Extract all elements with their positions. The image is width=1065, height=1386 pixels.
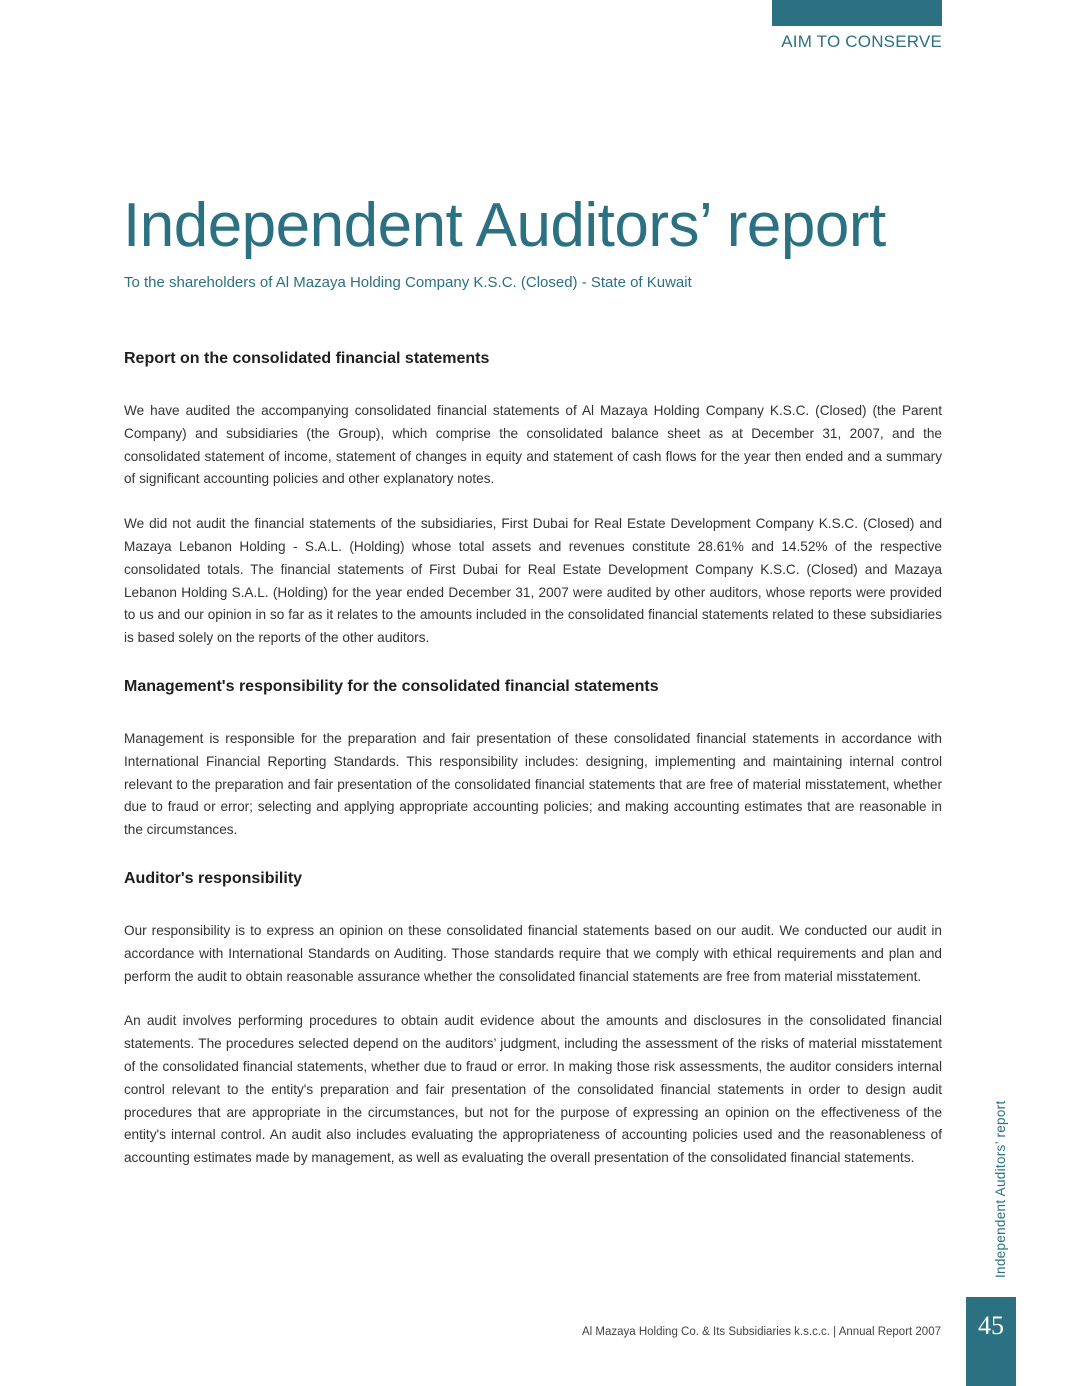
footer-text: Al Mazaya Holding Co. & Its Subsidiaries k.s.c.c. | Annual Report 2007: [581, 1326, 941, 1338]
paragraph: Management is responsible for the preparation and fair presentation of these consolidated financial statements in accordance with International Financial Reporting Standards. This responsibility includes: designing, implementing and maintaining internal control relevant to the preparation and fair presentation of the consolidated financial statements that are free of material misstatement, whether due to fraud or error; selecting and applying appropriate accounting policies; and making accounting estimates that are reasonable in the circumstances.: [124, 730, 942, 838]
section-heading: Report on the consolidated financial statements: [124, 350, 490, 367]
section-management-responsibility: [124, 676, 942, 842]
header-tab-bar: [772, 0, 942, 26]
section-heading: Auditor's responsibility: [124, 869, 303, 887]
paragraph: We did not audit the financial statements of the subsidiaries, First Dubai for Real Estate Development Company K.S.C. (Closed) and Mazaya Lebanon Holding - S.A.L. (Holding) whose total assets and revenues constitute 28.61% and 14.52% of the respective consolidated totals. The financial statements of First Dubai for Real Estate Development Company K.S.C. (Closed) and Mazaya Lebanon Holding S.A.L. (Holding) for the year ended December 31, 2007 were audited by other auditors, whose reports were provided to us and our opinion in so far as it relates to the amounts included in the consolidated financial statements related to these subsidiaries is based solely on the reports of the other auditors.: [124, 516, 942, 646]
page-title: Independent Auditors’ report: [123, 191, 886, 260]
paragraph: We have audited the accompanying consolidated financial statements of Al Mazaya Holding Company K.S.C. (Closed) (the Parent Company) and subsidiaries (the Group), which comprise the consolidated balance sheet as at December 31, 2007, and the consolidated statement of income, statement of changes in equity and statement of cash flows for the year then ended and a summary of significant accounting policies and other explanatory notes.: [124, 403, 942, 487]
paragraph: An audit involves performing procedures to obtain audit evidence about the amounts and disclosures in the consolidated financial statements. The procedures selected depend on the auditors’ judgment, including the assessment of the risks of material misstatement of the consolidated financial statements, whether due to fraud or error. In making those risk assessments, the auditor considers internal control relevant to the entity's preparation and fair presentation of the consolidated financial statements in order to design audit procedures that are appropriate in the circumstances, but not for the purpose of expressing an opinion on the effectiveness of the entity's internal control. An audit also includes evaluating the appropriateness of accounting policies used and the reasonableness of accounting estimates made by management, as well as evaluating the overall presentation of the consolidated financial statements.: [124, 1013, 942, 1166]
page-number: 45: [978, 1311, 1004, 1340]
section-auditor-responsibility: [124, 868, 942, 1170]
page-subtitle: To the shareholders of Al Mazaya Holding Company K.S.C. (Closed) - State of Kuwait: [124, 274, 692, 291]
tagline: AIM TO CONSERVE: [781, 32, 942, 51]
report-body: [124, 348, 942, 1170]
side-section-label: Independent Auditors’ report: [993, 1100, 1008, 1278]
page-number-box: [966, 1297, 1016, 1386]
section-heading: Management's responsibility for the consolidated financial statements: [124, 677, 659, 695]
section-report-on-statements: [124, 348, 942, 650]
paragraph: Our responsibility is to express an opinion on these consolidated financial statements based on our audit. We conducted our audit in accordance with International Standards on Auditing. Those standards require that we comply with ethical requirements and plan and perform the audit to obtain reasonable assurance whether the consolidated financial statements are free from material misstatement.: [124, 922, 942, 984]
